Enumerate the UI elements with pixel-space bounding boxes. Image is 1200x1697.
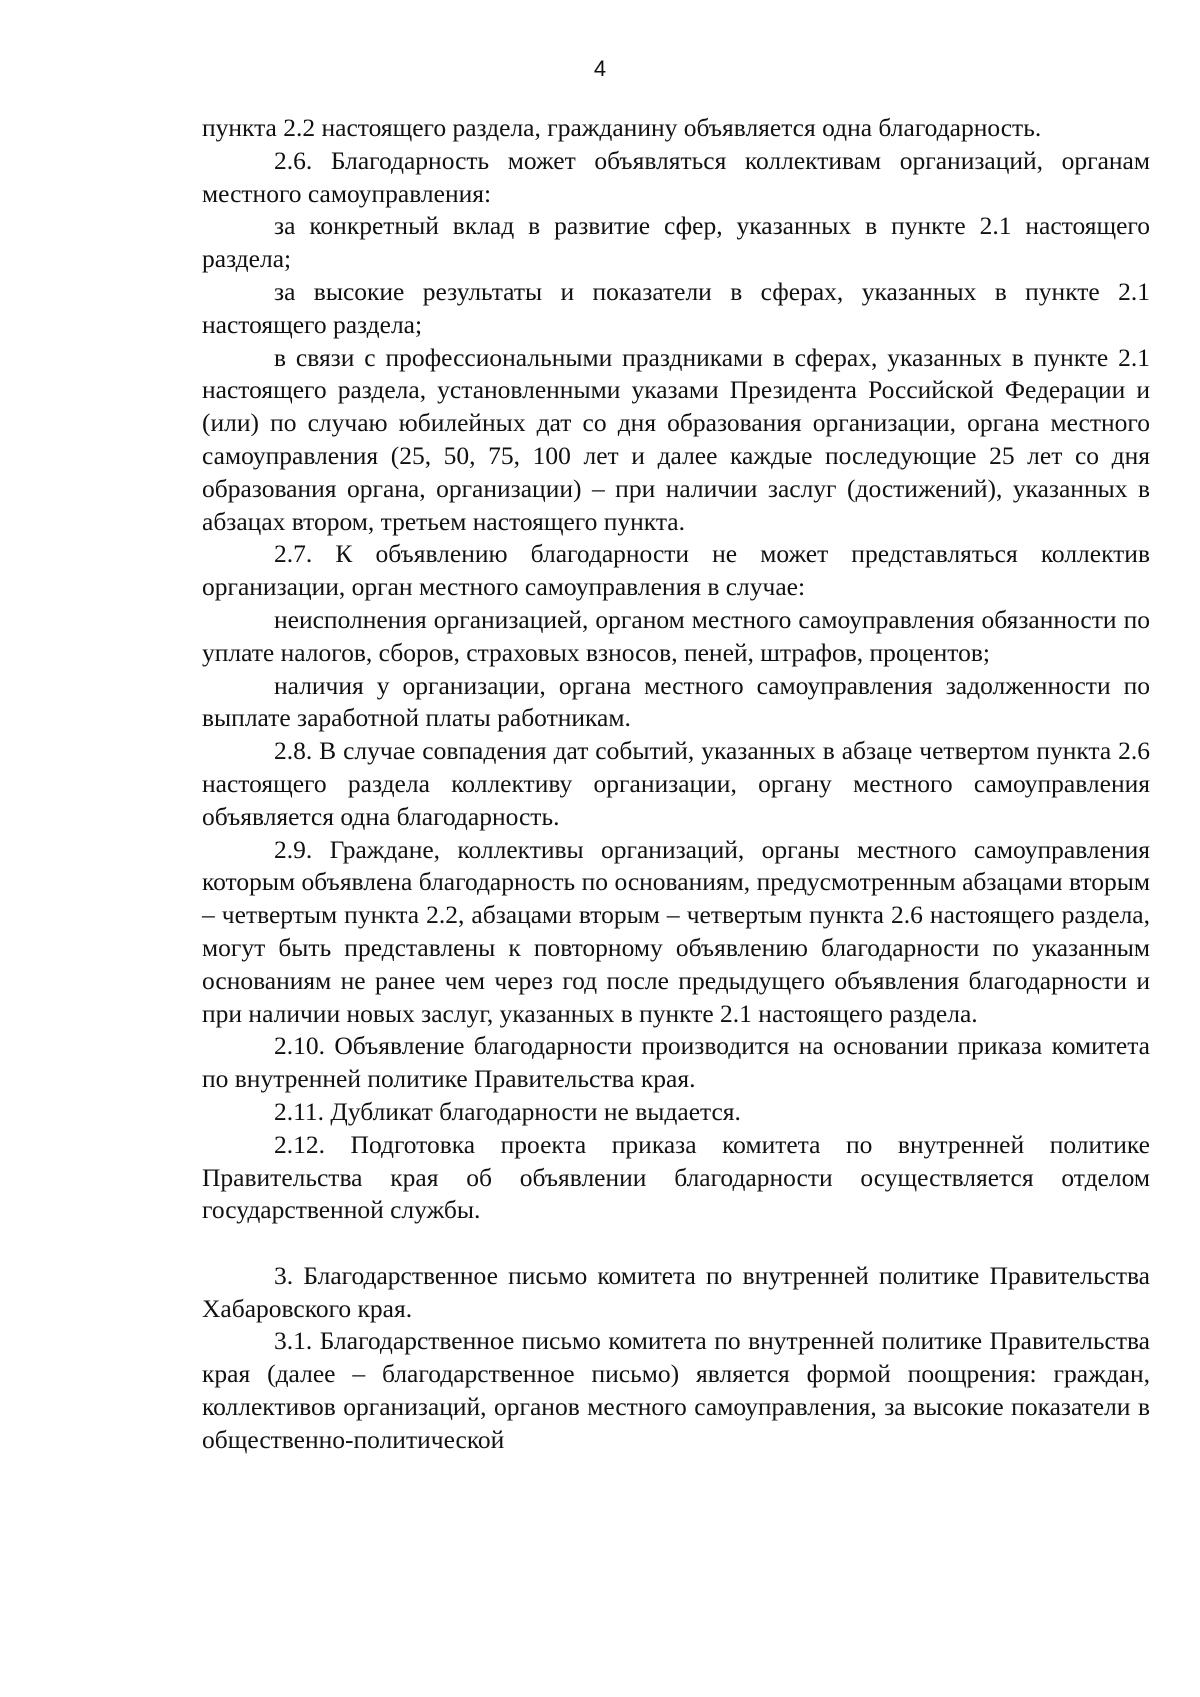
document-body: [202, 112, 1150, 1457]
paragraph: 3.1. Благодарственное письмо комитета по внутренней политике Правительства края (далее – благодарственное письмо) является формой поощрения: граждан, коллективов организаций, органов местного самоуправления, за высокие показатели в общественно-политической: [202, 1326, 1150, 1454]
paragraph: 2.7. К объявлению благодарности не может представляться коллектив организации, орган местного самоуправления в случае:: [202, 539, 1150, 602]
paragraph: пункта 2.2 настоящего раздела, гражданину объявляется одна благодарность.: [202, 113, 1042, 142]
paragraph: неисполнения организацией, органом местного самоуправления обязанности по уплате налогов, сборов, страховых взносов, пеней, штрафов, процентов;: [202, 604, 1150, 667]
paragraph: 2.6. Благодарность может объявляться коллективам организаций, органам местного самоуправления:: [202, 145, 1150, 208]
paragraph: 2.8. В случае совпадения дат событий, указанных в абзаце четвертом пункта 2.6 настоящего раздела коллективу организации, органу местного самоуправления объявляется одна благодарность.: [202, 736, 1150, 831]
page-number: 4: [593, 56, 607, 81]
paragraph: 2.11. Дубликат благодарности не выдается.: [274, 1096, 741, 1126]
paragraph: 2.10. Объявление благодарности производится на основании приказа комитета по внутренней политике Правительства края.: [202, 1031, 1150, 1094]
paragraph: наличия у организации, органа местного самоуправления задолженности по выплате заработной платы работникам.: [202, 670, 1150, 733]
section-heading: 3. Благодарственное письмо комитета по внутренней политике Правительства Хабаровского края.: [202, 1260, 1150, 1323]
paragraph: за высокие результаты и показатели в сферах, указанных в пункте 2.1 настоящего раздела;: [202, 276, 1150, 339]
paragraph: в связи с профессиональными праздниками в сферах, указанных в пункте 2.1 настоящего раздела, установленными указами Президента Российской Федерации и (или) по случаю юбилейных дат со дня образования организации, органа местного самоуправления (25, 50, 75, 100 лет и далее каждые последующие 25 лет со дня образования органа, организации) – при наличии заслуг (достижений), указанных в абзацах втором, третьем настоящего пункта.: [202, 342, 1150, 536]
paragraph: за конкретный вклад в развитие сфер, указанных в пункте 2.1 настоящего раздела;: [202, 211, 1150, 274]
paragraph: 2.9. Граждане, коллективы организаций, органы местного самоуправления которым объявлена благодарность по основаниям, предусмотренным абзацами вторым – четвертым пункта 2.2, абзацами вторым – четвертым пункта 2.6 настоящего раздела, могут быть представлены к повторному объявлению благодарности по указанным основаниям не ранее чем через год после предыдущего объявления благодарности и при наличии новых заслуг, указанных в пункте 2.1 настоящего раздела.: [202, 834, 1150, 1028]
paragraph: 2.12. Подготовка проекта приказа комитета по внутренней политике Правительства края об объявлении благодарности осуществляется отделом государственной службы.: [202, 1129, 1150, 1225]
